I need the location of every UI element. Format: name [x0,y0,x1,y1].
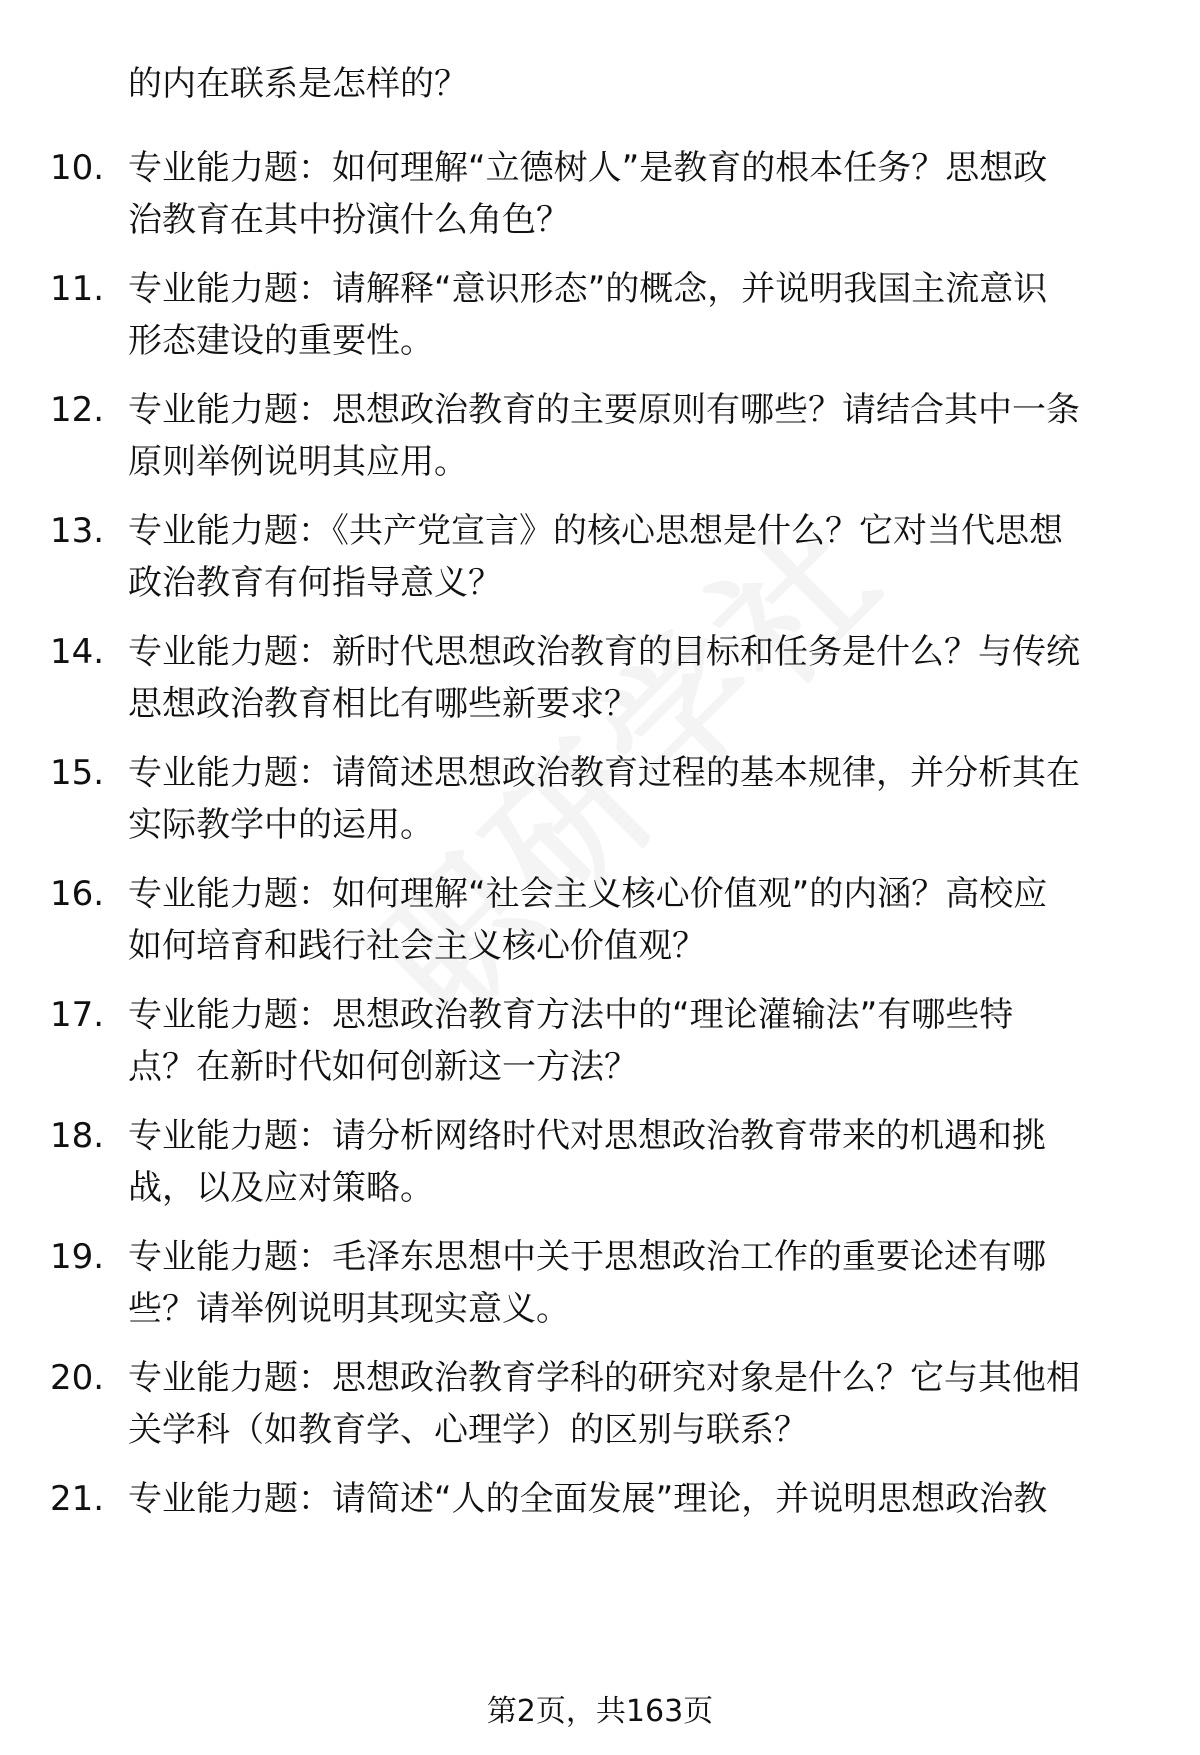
question-text-line: 形态建设的重要性。 [128,321,434,361]
question-text-line: 专业能力题：思想政治教育的主要原则有哪些？请结合其中一条 [128,390,1080,430]
question-text-line: 专业能力题：毛泽东思想中关于思想政治工作的重要论述有哪 [128,1237,1046,1277]
question-number: 15. [50,753,105,793]
continuation-line: 的内在联系是怎样的？ [128,64,468,104]
question-number: 20. [50,1358,105,1398]
question-item [0,626,1200,747]
question-text-line: 战，以及应对策略。 [128,1168,434,1208]
question-text-line: 专业能力题：新时代思想政治教育的目标和任务是什么？与传统 [128,632,1080,672]
question-text-line: 专业能力题：请解释“意识形态”的概念，并说明我国主流意识 [128,269,1048,309]
question-item [0,989,1200,1110]
question-item [0,384,1200,505]
question-item [0,1352,1200,1473]
question-text-line: 治教育在其中扮演什么角色？ [128,200,570,240]
question-text-line: 专业能力题：思想政治教育方法中的“理论灌输法”有哪些特 [128,995,1014,1035]
question-number: 18. [50,1116,105,1156]
question-item [0,868,1200,989]
question-item [0,142,1200,263]
question-number: 16. [50,874,105,914]
question-list [0,142,1200,1594]
question-text-line: 专业能力题：请分析网络时代对思想政治教育带来的机遇和挑 [128,1116,1046,1156]
question-text-line: 专业能力题：请简述思想政治教育过程的基本规律，并分析其在 [128,753,1080,793]
question-text-line: 专业能力题：思想政治教育学科的研究对象是什么？它与其他相 [128,1358,1080,1398]
question-number: 12. [50,390,105,430]
question-item [0,747,1200,868]
question-text-line: 关学科（如教育学、心理学）的区别与联系？ [128,1410,808,1450]
question-text-line: 专业能力题：如何理解“立德树人”是教育的根本任务？思想政 [128,148,1048,188]
question-number: 21. [50,1479,105,1519]
question-text-line: 实际教学中的运用。 [128,805,434,845]
question-text-line: 点？在新时代如何创新这一方法？ [128,1047,638,1087]
question-item [0,263,1200,384]
question-item [0,505,1200,626]
question-item [0,1231,1200,1352]
question-text-line: 政治教育有何指导意义？ [128,563,502,603]
question-text-line: 专业能力题：请简述“人的全面发展”理论，并说明思想政治教 [128,1479,1048,1519]
question-number: 14. [50,632,105,672]
question-text-line: 专业能力题：如何理解“社会主义核心价值观”的内涵？高校应 [128,874,1048,914]
question-text-line: 专业能力题：《共产党宣言》的核心思想是什么？它对当代思想 [128,511,1063,551]
question-number: 13. [50,511,105,551]
question-number: 17. [50,995,105,1035]
question-item [0,1473,1200,1594]
question-number: 10. [50,148,105,188]
question-number: 11. [50,269,105,309]
question-item [0,1110,1200,1231]
question-text-line: 原则举例说明其应用。 [128,442,468,482]
page-number-footer: 第2页，共163页 [486,1694,714,1729]
question-text-line: 些？请举例说明其现实意义。 [128,1289,570,1329]
question-number: 19. [50,1237,105,1277]
question-text-line: 思想政治教育相比有哪些新要求？ [128,684,638,724]
question-text-line: 如何培育和践行社会主义核心价值观？ [128,926,706,966]
